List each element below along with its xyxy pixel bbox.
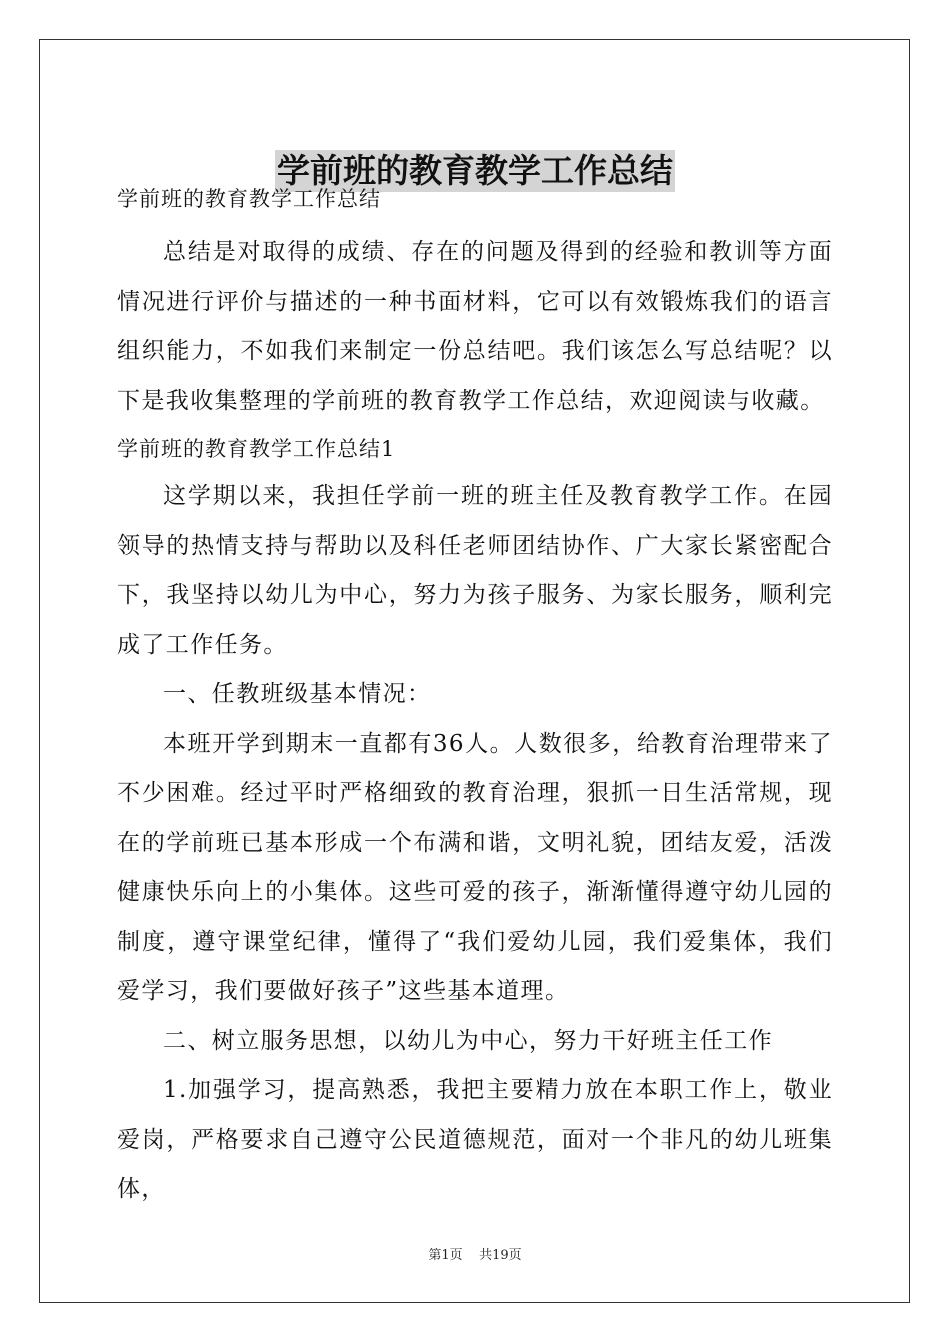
body-paragraph: 1.加强学习，提高熟悉，我把主要精力放在本职工作上，敬业爱岗，严格要求自己遵守公民道德规范，面对一个非凡的幼儿班集体， [117, 1077, 833, 1202]
page-number: 第1页 [428, 1248, 463, 1263]
body-paragraph: 二、树立服务思想，以幼儿为中心，努力干好班主任工作 [163, 1027, 773, 1054]
document-title: 学前班的教育教学工作总结 [277, 151, 673, 191]
body-paragraph: 一、任教班级基本情况： [163, 681, 432, 707]
document-body [117, 180, 833, 1215]
body-paragraph: 本班开学到期末一直都有36人。人数很多，给教育治理带来了不少困难。经过平时严格细致的教育治理，狠抓一日生活常规，现在的学前班已基本形成一个布满和谐，文明礼貌，团结友爱，活泼健康快乐向上的小集体。这些可爱的孩子，渐渐懂得遵守幼儿园的制度，遵守课堂纪律，懂得了“我们爱幼儿园，我们爱集体，我们爱学习，我们要做好孩子”这些基本道理。 [117, 730, 833, 1004]
page-total: 共19页 [479, 1248, 522, 1263]
body-paragraph: 这学期以来，我担任学前一班的班主任及教育教学工作。在园领导的热情支持与帮助以及科任老师团结协作、广大家长紧密配合下，我坚持以幼儿为中心，努力为孩子服务、为家长服务，顺利完成了工作任务。 [117, 483, 833, 658]
page-footer [0, 1247, 950, 1265]
document-subtitle: 学前班的教育教学工作总结 [117, 187, 381, 211]
section-title: 学前班的教育教学工作总结1 [117, 437, 396, 461]
intro-paragraph: 总结是对取得的成绩、存在的问题及得到的经验和教训等方面情况进行评价与描述的一种书面材料，它可以有效锻炼我们的语言组织能力，不如我们来制定一份总结吧。我们该怎么写总结呢？以下是我收集整理的学前班的教育教学工作总结，欢迎阅读与收藏。 [117, 239, 833, 414]
